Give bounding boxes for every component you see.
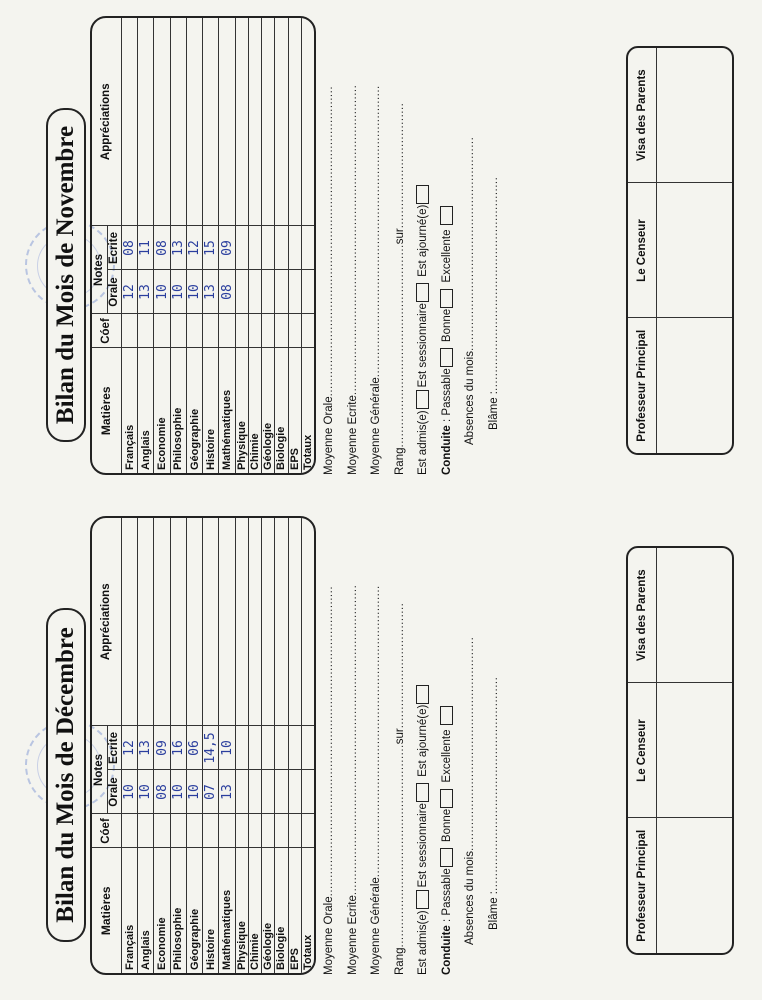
subject-row [235,518,248,973]
appreciation-cell[interactable] [121,18,137,226]
checkbox-ajourne[interactable] [416,685,429,704]
header-appreciations: Appréciations [92,518,121,726]
coef-cell[interactable] [262,814,275,848]
subject-name: Géographie [186,848,202,973]
subject-name: Chimie [248,848,261,973]
ecrite-note[interactable]: 09 [219,226,235,270]
checkbox-passable[interactable] [440,848,453,867]
decision-line: Est admis(e)Est sessionnaire Est ajourné(e) [412,20,436,475]
sig-visa-parents: Visa des Parents [628,48,657,183]
checkbox-excellente[interactable] [440,706,453,725]
blame-line: Blâme :.......................................................... [487,176,500,430]
subject-row [138,518,154,973]
moyenne-generale-line: Moyenne Générale............................................................................... [370,85,382,475]
header-coef: Cóef [92,314,121,348]
header-ecrite: Ecrite [107,226,121,270]
orale-note[interactable]: 12 [121,270,137,314]
orale-note[interactable] [235,270,248,314]
subject-row [248,18,261,473]
grades-table [90,516,316,975]
orale-note[interactable] [301,770,314,814]
subject-row [235,18,248,473]
subject-row [219,518,235,973]
appreciation-cell[interactable] [262,18,275,226]
appreciation-cell[interactable] [275,18,288,226]
checkbox-bonne[interactable] [440,789,453,808]
subject-row [186,18,202,473]
orale-note[interactable]: 10 [186,770,202,814]
subject-row [262,518,275,973]
subject-row [154,518,170,973]
appreciation-cell[interactable] [288,518,301,726]
orale-note[interactable]: 10 [170,270,186,314]
orale-note[interactable]: 08 [154,770,170,814]
orale-note[interactable] [275,270,288,314]
header-notes: Notes [92,226,107,314]
subject-row [301,518,314,973]
page-title: Bilan du Mois de Décembre [46,608,86,942]
subject-name: Totaux [301,848,314,973]
subject-name: Géologie [262,848,275,973]
coef-cell[interactable] [235,314,248,348]
moyenne-generale-line: Moyenne Générale............................................................................... [370,585,382,975]
orale-note[interactable]: 10 [138,770,154,814]
coef-cell[interactable] [138,814,154,848]
sig-box-professeur[interactable] [657,318,733,453]
absences-line: Absences du mois.......................................................... [464,136,476,445]
orale-note[interactable]: 10 [186,270,202,314]
ecrite-note[interactable]: 13 [138,726,154,770]
checkbox-passable[interactable] [440,348,453,367]
subject-name: Biologie [275,848,288,973]
moyenne-ecrite-line: Moyenne Ecrite.................................................................................... [346,84,359,475]
orale-note[interactable] [235,770,248,814]
subject-row [219,18,235,473]
subject-name: Totaux [301,348,314,473]
ecrite-note[interactable]: 12 [186,226,202,270]
ecrite-note[interactable]: 11 [138,226,154,270]
subject-row [275,518,288,973]
header-notes: Notes [92,726,107,814]
checkbox-sessionnaire[interactable] [416,783,429,802]
signatures-table [626,46,734,455]
orale-note[interactable]: 07 [203,770,219,814]
subject-name: Français [121,848,137,973]
appreciation-cell[interactable] [219,518,235,726]
page-title: Bilan du Mois de Novembre [46,108,86,442]
subject-name: Géologie [262,348,275,473]
appreciation-cell[interactable] [288,18,301,226]
subject-name: Economie [154,848,170,973]
checkbox-admis[interactable] [416,890,429,909]
orale-note[interactable]: 13 [219,770,235,814]
summary-section [318,20,506,475]
subject-name: Chimie [248,348,261,473]
orale-note[interactable] [262,770,275,814]
subject-name: Géographie [186,348,202,473]
coef-cell[interactable] [154,314,170,348]
appreciation-cell[interactable] [170,18,186,226]
ecrite-note[interactable] [262,226,275,270]
subject-name: EPS [288,348,301,473]
subject-row [288,18,301,473]
subject-row [121,518,137,973]
subject-name: Physique [235,348,248,473]
coef-cell[interactable] [301,814,314,848]
ecrite-note[interactable]: 14,5 [203,726,219,770]
ecrite-note[interactable]: 10 [219,726,235,770]
subject-name: Philosophie [170,848,186,973]
ecrite-note[interactable]: 12 [121,726,137,770]
ecrite-note[interactable] [288,226,301,270]
ecrite-note[interactable] [262,726,275,770]
orale-note[interactable] [248,270,261,314]
sig-censeur: Le Censeur [628,683,657,818]
coef-cell[interactable] [203,314,219,348]
ecrite-note[interactable] [235,726,248,770]
checkbox-ajourne[interactable] [416,185,429,204]
conduite-line: Conduite : Passable Bonne Excellente [436,520,460,975]
coef-cell[interactable] [170,814,186,848]
subject-name: Histoire [203,848,219,973]
sig-visa-parents: Visa des Parents [628,548,657,683]
subject-row [288,518,301,973]
header-matieres: Matières [92,348,121,473]
ecrite-note[interactable] [248,226,261,270]
ecrite-note[interactable]: 08 [154,226,170,270]
orale-note[interactable]: 10 [154,270,170,314]
page-bilan-decembre [0,500,762,1000]
coef-cell[interactable] [219,314,235,348]
ecrite-note[interactable]: 09 [154,726,170,770]
coef-cell[interactable] [275,814,288,848]
coef-cell[interactable] [275,314,288,348]
sig-professeur-principal: Professeur Principal [628,318,657,453]
appreciation-cell[interactable] [235,518,248,726]
rang-line: Rang.......................................................sur.................................. [393,102,406,475]
ecrite-note[interactable]: 16 [170,726,186,770]
subject-row [262,18,275,473]
page-content [0,500,762,1000]
sig-censeur: Le Censeur [628,183,657,318]
ecrite-note[interactable]: 15 [203,226,219,270]
subject-name: Mathématiques [219,348,235,473]
appreciation-cell[interactable] [219,18,235,226]
summary-section [318,520,506,975]
orale-note[interactable]: 08 [219,270,235,314]
subject-row [121,18,137,473]
ecrite-note[interactable]: 08 [121,226,137,270]
ecrite-note[interactable]: 13 [170,226,186,270]
coef-cell[interactable] [170,314,186,348]
appreciation-cell[interactable] [235,18,248,226]
coef-cell[interactable] [288,814,301,848]
subject-row [203,18,219,473]
orale-note[interactable]: 10 [170,770,186,814]
header-ecrite: Ecrite [107,726,121,770]
header-orale: Orale [107,270,121,314]
coef-cell[interactable] [288,314,301,348]
subject-row [138,18,154,473]
blame-line: Blâme :.......................................................... [487,676,500,930]
subject-name: Histoire [203,348,219,473]
orale-note[interactable] [248,770,261,814]
subject-name: Biologie [275,348,288,473]
sig-box-censeur[interactable] [657,683,733,818]
checkbox-bonne[interactable] [440,289,453,308]
appreciation-cell[interactable] [275,518,288,726]
checkbox-excellente[interactable] [440,206,453,225]
ecrite-note[interactable] [275,226,288,270]
subject-row [170,518,186,973]
subject-name: Economie [154,348,170,473]
coef-cell[interactable] [235,814,248,848]
ecrite-note[interactable] [301,726,314,770]
conduite-line: Conduite : Passable Bonne Excellente [436,20,460,475]
moyenne-orale-line: Moyenne Orale.................................................................................... [323,85,335,475]
sig-box-parents[interactable] [657,48,733,183]
ecrite-note[interactable] [248,726,261,770]
header-appreciations: Appréciations [92,18,121,226]
coef-cell[interactable] [186,314,202,348]
appreciation-cell[interactable] [186,18,202,226]
absences-line: Absences du mois.......................................................... [464,636,476,945]
coef-cell[interactable] [248,814,261,848]
rang-line: Rang.......................................................sur.................................. [393,602,406,975]
subject-name: Mathématiques [219,848,235,973]
subject-name: Physique [235,848,248,973]
coef-cell[interactable] [301,314,314,348]
appreciation-cell[interactable] [248,18,261,226]
checkbox-admis[interactable] [416,390,429,409]
moyenne-ecrite-line: Moyenne Ecrite.................................................................................... [346,584,359,975]
subject-row [154,18,170,473]
appreciation-cell[interactable] [203,518,219,726]
moyenne-orale-line: Moyenne Orale.................................................................................... [323,585,335,975]
appreciation-cell[interactable] [154,518,170,726]
ecrite-note[interactable]: 06 [186,726,202,770]
subject-name: Philosophie [170,348,186,473]
subject-row [248,518,261,973]
appreciation-cell[interactable] [301,518,314,726]
subject-name: EPS [288,848,301,973]
orale-note[interactable] [275,770,288,814]
decision-line: Est admis(e)Est sessionnaire Est ajourné(e) [412,520,436,975]
orale-note[interactable] [288,270,301,314]
coef-cell[interactable] [186,814,202,848]
coef-cell[interactable] [219,814,235,848]
signatures-table [626,546,734,955]
coef-cell[interactable] [138,314,154,348]
subject-row [275,18,288,473]
appreciation-cell[interactable] [203,18,219,226]
orale-note[interactable] [301,270,314,314]
appreciation-cell[interactable] [248,518,261,726]
subject-row [203,518,219,973]
subject-row [170,18,186,473]
header-orale: Orale [107,770,121,814]
subject-row [301,18,314,473]
sig-box-professeur[interactable] [657,818,733,953]
grades-table [90,16,316,475]
checkbox-sessionnaire[interactable] [416,283,429,302]
orale-note[interactable] [262,270,275,314]
appreciation-cell[interactable] [138,18,154,226]
appreciation-cell[interactable] [186,518,202,726]
coef-cell[interactable] [154,814,170,848]
coef-cell[interactable] [121,814,137,848]
orale-note[interactable]: 10 [121,770,137,814]
appreciation-cell[interactable] [262,518,275,726]
orale-note[interactable]: 13 [203,270,219,314]
ecrite-note[interactable] [235,226,248,270]
appreciation-cell[interactable] [154,18,170,226]
appreciation-cell[interactable] [170,518,186,726]
header-matieres: Matières [92,848,121,973]
appreciation-cell[interactable] [121,518,137,726]
appreciation-cell[interactable] [301,18,314,226]
sig-box-censeur[interactable] [657,183,733,318]
ecrite-note[interactable] [301,226,314,270]
subject-row [186,518,202,973]
ecrite-note[interactable] [275,726,288,770]
subject-name: Anglais [138,848,154,973]
subject-name: Anglais [138,348,154,473]
header-coef: Cóef [92,814,121,848]
coef-cell[interactable] [248,314,261,348]
subject-name: Français [121,348,137,473]
coef-cell[interactable] [121,314,137,348]
coef-cell[interactable] [262,314,275,348]
ecrite-note[interactable] [288,726,301,770]
orale-note[interactable]: 13 [138,270,154,314]
sig-box-parents[interactable] [657,548,733,683]
coef-cell[interactable] [203,814,219,848]
sig-professeur-principal: Professeur Principal [628,818,657,953]
appreciation-cell[interactable] [138,518,154,726]
orale-note[interactable] [288,770,301,814]
